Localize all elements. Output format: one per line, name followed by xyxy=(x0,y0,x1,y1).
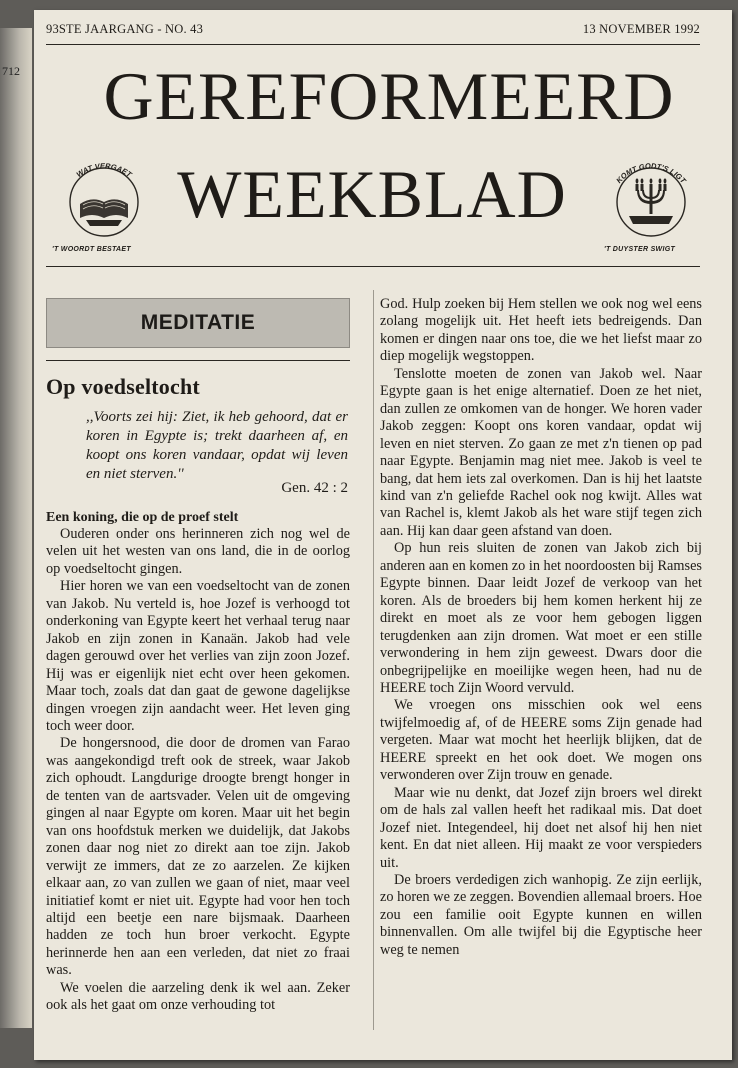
scripture-reference: Gen. 42 : 2 xyxy=(281,480,348,496)
newspaper-page xyxy=(34,10,732,1060)
paragraph: Maar wie nu denkt, dat Jozef zijn broers wel direkt om de hals zal vallen heeft het radikaal mis. Dat doet Jozef niet. Integendeel, hij doet net alsof hij hen niet kent. En dat niet alleen. Hij maakt ze voor verspieders uit. xyxy=(380,784,702,871)
paragraph: Ouderen onder ons herinneren zich nog wel de velen uit het westen van ons land, die in de oorlog op voedseltocht gingen. xyxy=(46,526,350,577)
motto-right-top: KOMT GODT'S LIGT xyxy=(614,161,688,186)
masthead-title-line1: GEREFORMEERD xyxy=(103,58,675,134)
scripture-quote: ,,Voorts zei hij: Ziet, ik heb gehoord, dat er koren in Egypte is; trekt daarheen af, en koopt ons koren vandaar, opdat wij leven en niet sterven.'' xyxy=(86,409,348,482)
section-rule xyxy=(46,360,350,361)
motto-left-top: WAT VERGAET xyxy=(74,161,134,180)
paragraph: De broers verdedigen zich wanhopig. Ze zijn eerlijk, zo horen we ze zeggen. Bovendien allemaal broers. Hoe zou een familie ooit Egypte kunnen en willen binnenvallen. Om alle twijfel bij die Egyptische heer weg te nemen xyxy=(380,871,702,958)
article-subheading: Een koning, die op de proef stelt xyxy=(46,510,239,525)
paragraph: De hongersnood, die door de dromen van Farao was aangekondigd treft ook de streek, waar Jakob zich ophoudt. Langdurige droogte brengt honger in de tenten van de aartsvader. Velen uit de omgeving gingen al naar Egypte om koren. Maar uit het begin van ons hoofdstuk merken we duidelijk, dat Jakobs zonen daar nog niet zo direkt aan toe zijn. Jakob verwijt ze immers, dat ze zo aarzelen. Ze kijken elkaar aan, zo van zullen we gaan of niet, maar veel initiatief komt er niet uit. Egypte had voor hen toch altijd een beetje een nare bijsmaak. Daarheen hadden ze toch hun broer verkocht. Egypte herinnerde hen aan een verleden, dat niet zo fraai was. xyxy=(46,735,350,979)
article-title: Op voedseltocht xyxy=(46,374,200,399)
paragraph: We voelen die aarzeling denk ik wel aan. Zeker ook als het gaat om onze verhouding tot xyxy=(46,979,350,1014)
open-book-emblem xyxy=(52,150,156,254)
column-divider xyxy=(373,290,374,1030)
paragraph: God. Hulp zoeken bij Hem stellen we ook nog wel eens zolang mogelijk uit. Het heeft iets bedreigends. Dan komen er dingen naar ons toe, die we het liefst maar zo diep mogelijk wegstoppen. xyxy=(380,296,702,365)
masthead-rule xyxy=(46,266,700,267)
header-rule xyxy=(46,44,700,45)
section-label: MEDITATIE xyxy=(140,311,256,334)
candlestick-emblem xyxy=(599,150,703,254)
issue-date: 13 NOVEMBER 1992 xyxy=(582,22,700,36)
motto-left-bottom: 'T WOORDT BESTAET xyxy=(52,246,131,253)
paragraph: Op hun reis sluiten de zonen van Jakob zich bij anderen aan en komen zo in het noordoosten bij Ramses Egypte binnen. Daar leidt Jozef de verkoop van het koren. Als de broeders bij hem komen herkent hij ze direkt en moet als ze voor hem gebogen liggen terugdenken aan zijn dromen. Wat moet er een stille verwondering in hem zijn geweest. Dwars door die onbegrijpelijke en moeilijke wegen heen, had nu de HEERE toch Zijn Woord vervuld. xyxy=(380,540,702,696)
masthead-title-line2: WEEKBLAD xyxy=(177,156,567,232)
section-label-box xyxy=(46,298,350,348)
left-column-body xyxy=(46,526,350,1015)
paragraph: We vroegen ons misschien ook wel eens twijfelmoedig af, of de HEERE soms Zijn genade had vergeten. Maar wat mocht het heerlijk blijken, dat de HEERE spreekt en het ook doet. We mogen ons verwonderen over Zijn trouw en genade. xyxy=(380,697,702,784)
svg-text:WAT VERGAET xyxy=(75,161,135,180)
previous-page-number: 712 xyxy=(2,64,20,78)
paragraph: Tenslotte moeten de zonen van Jakob wel. Naar Egypte gaan is het enige alternatief. Doen ze het niet, dan zullen ze omkomen van de honger. We horen vader Jakob zeggen: Koopt ons koren vandaar, opdat wij leven en niet sterven. Zo gaan ze met z'n tienen op pad naar Egypte. Benjamin mag niet mee. Jakob is veel te bang, dat hem iets zal overkomen. Dan is hij het laatste kind van z'n geliefde Rachel ook nog kwijt. Alles wat van Rachel is, klemt Jakob als het ware stijf tegen zich aan. Hij kan daar geen afstand van doen. xyxy=(380,365,702,539)
motto-right-bottom: 'T DUYSTER SWIGT xyxy=(604,246,676,253)
previous-page-edge xyxy=(0,28,32,1028)
paragraph: Hier horen we van een voedseltocht van de zonen van Jakob. Nu verteld is, hoe Jozef is verhoogd tot onderkoning van Egypte keert het verhaal terug naar Jakob en zijn zonen in Kanaän. Jakob had vele dagen gerouwd over het verlies van zijn zoon Jozef. Hij was er eigenlijk niet echt over heen gekomen. Maar toch, zoals dat dan gaat de gewone dagelijkse dingen vroegen zijn aandacht weer. Het leven ging toch weer door. xyxy=(46,578,350,734)
issue-number: 93STE JAARGANG - NO. 43 xyxy=(46,22,204,36)
